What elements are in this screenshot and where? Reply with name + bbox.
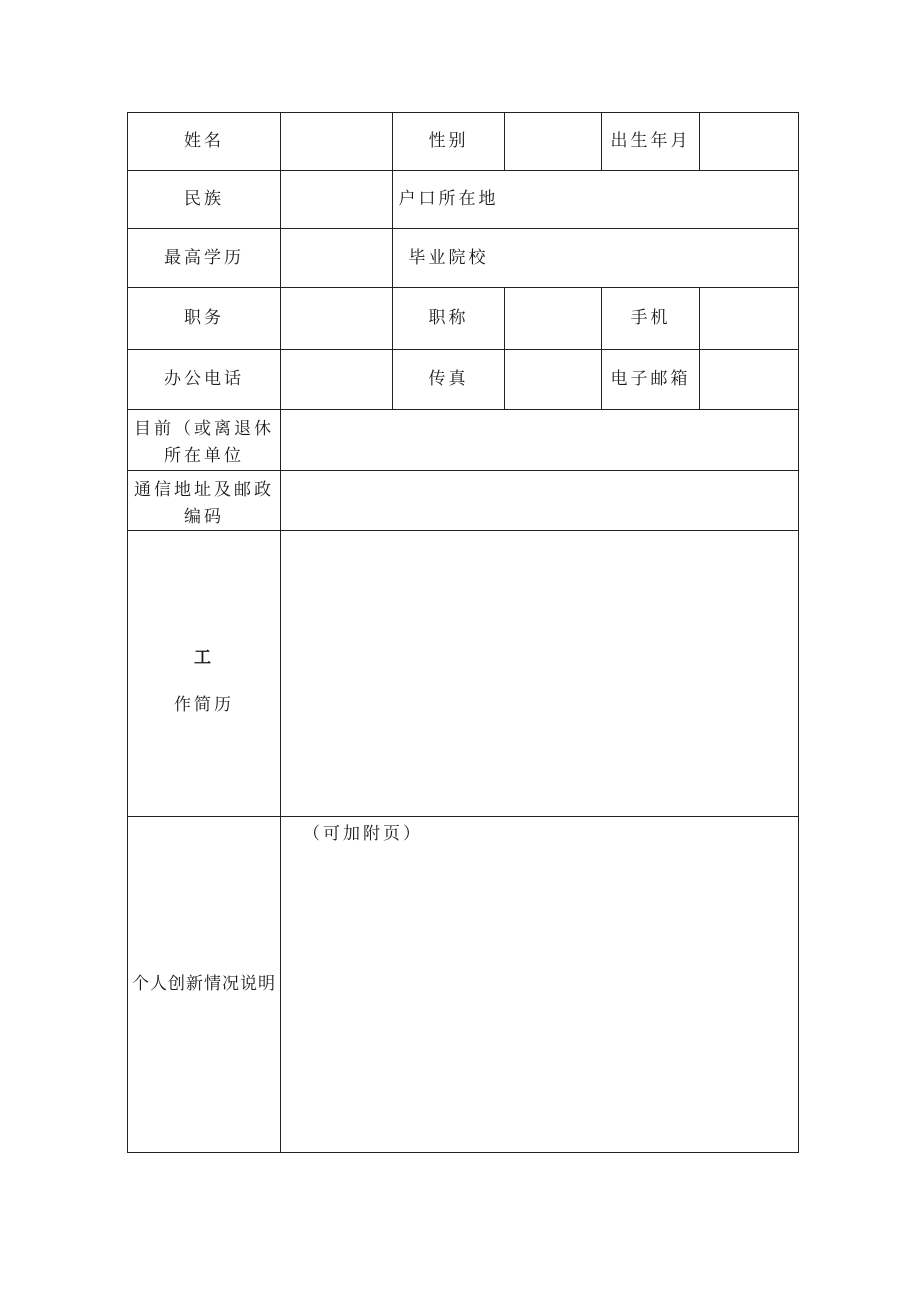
registration-form-table (127, 112, 799, 1153)
label-name: 姓名 (184, 131, 224, 151)
label-ethnicity: 民族 (184, 189, 224, 209)
label-birth: 出生年月 (610, 131, 691, 151)
label-gender: 性别 (428, 131, 469, 151)
label-position: 职务 (184, 308, 224, 328)
mobile-field[interactable] (700, 288, 798, 349)
label-work-history (128, 531, 280, 816)
label-title: 职称 (428, 308, 469, 328)
office-phone-field[interactable] (281, 350, 392, 409)
label-work-history-line1: 工 (194, 648, 214, 668)
label-fax: 传真 (428, 369, 469, 389)
innovation-field[interactable] (281, 817, 798, 1152)
title-field[interactable] (505, 288, 601, 349)
fax-field[interactable] (505, 350, 601, 409)
ethnicity-field[interactable] (281, 171, 392, 228)
label-office-phone: 办公电话 (164, 369, 244, 389)
label-innovation: 个人创新情况说明 (132, 974, 276, 994)
label-hukou: 户口所在地 (398, 189, 499, 209)
label-work-history-line2: 作简历 (174, 695, 234, 715)
address-field[interactable] (281, 471, 798, 530)
label-mobile: 手机 (630, 308, 671, 328)
education-field[interactable] (281, 229, 392, 287)
label-education: 最高学历 (164, 247, 244, 268)
work-history-field[interactable] (281, 531, 798, 816)
school-field[interactable] (505, 229, 798, 287)
label-address: 通信地址及邮政编码 (134, 480, 274, 527)
email-field[interactable] (700, 350, 798, 409)
label-current-unit: 目前（或离退休所在单位 (134, 419, 274, 466)
label-email: 电子邮箱 (610, 369, 691, 389)
hukou-field[interactable] (505, 171, 798, 228)
label-school: 毕业院校 (408, 247, 489, 268)
current-unit-field[interactable] (281, 410, 798, 470)
name-field[interactable] (281, 113, 392, 170)
gender-field[interactable] (505, 113, 601, 170)
attach-note: （可加附页） (303, 824, 423, 844)
birth-field[interactable] (700, 113, 798, 170)
position-field[interactable] (281, 288, 392, 349)
